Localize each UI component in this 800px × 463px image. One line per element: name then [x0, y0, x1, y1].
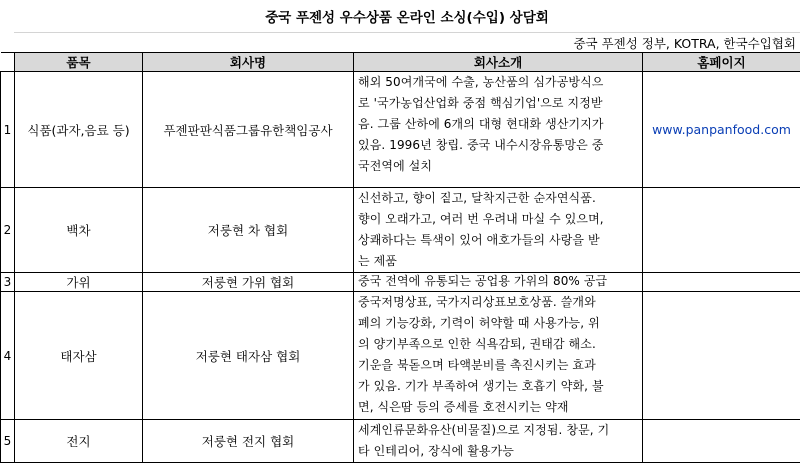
row-number: 3 [1, 273, 15, 292]
intro-line: 중국저명상표, 국가지리상표보호상품. 쓸개와 [358, 292, 638, 313]
intro-line: 기운을 북돋으며 타액분비를 촉진시키는 효과 [358, 355, 638, 376]
header-row [1, 53, 800, 72]
homepage-cell [643, 292, 800, 420]
header-item: 품목 [15, 53, 143, 72]
table-row [1, 273, 800, 292]
row-number: 4 [1, 292, 15, 420]
intro-line: 국전역에 설치 [358, 156, 638, 177]
item-cell: 백차 [15, 188, 143, 273]
organizers-text: 중국 푸젠성 정부, KOTRA, 한국수입협회 [14, 32, 800, 52]
item-cell: 가위 [15, 273, 143, 292]
intro-line: 타 인테리어, 장식에 활용가능 [358, 441, 638, 462]
company-table [0, 52, 800, 463]
intro-line: 세계인류문화유산(비물질)으로 지정됨. 창문, 기 [358, 420, 638, 441]
table-row [1, 188, 800, 273]
intro-line: 중국 전역에 유통되는 공업용 가위의 80% 공급 [358, 273, 638, 289]
intro-line: 로 '국가농업산업화 중점 핵심기업'으로 지정받 [358, 93, 638, 114]
company-cell: 저룽현 가위 협회 [143, 273, 354, 292]
homepage-cell [643, 72, 800, 188]
intro-line: 상쾌하다는 특색이 있어 애호가들의 사랑을 받 [358, 230, 638, 251]
intro-line: 는 제품 [358, 251, 638, 272]
row-number: 1 [1, 72, 15, 188]
intro-line: 폐의 기능강화, 기력이 허약할 때 사용가능, 위 [358, 313, 638, 334]
table-row [1, 72, 800, 188]
homepage-cell [643, 273, 800, 292]
intro-cell [354, 188, 643, 273]
table-row [1, 292, 800, 420]
document-title: 중국 푸젠성 우수상품 온라인 소싱(수입) 상담회 [14, 0, 800, 32]
item-cell: 태자삼 [15, 292, 143, 420]
intro-cell [354, 273, 643, 292]
row-number-header [1, 53, 15, 72]
intro-line: 있음. 1996년 창립. 중국 내수시장유통망은 중 [358, 135, 638, 156]
homepage-cell [643, 420, 800, 463]
intro-line: 가 있음. 기가 부족하여 생기는 호흡기 약화, 불 [358, 376, 638, 397]
company-cell: 푸젠판판식품그룹유한책임공사 [143, 72, 354, 188]
homepage-cell [643, 188, 800, 273]
header-intro: 회사소개 [354, 53, 643, 72]
item-cell: 식품(과자,음료 등) [15, 72, 143, 188]
intro-line: 향이 오래가고, 여러 번 우려내 마실 수 있으며, [358, 209, 638, 230]
table-row [1, 420, 800, 463]
row-number: 5 [1, 420, 15, 463]
homepage-link[interactable]: www.panpanfood.com [652, 122, 791, 137]
intro-cell [354, 72, 643, 188]
intro-line: 음. 그룹 산하에 6개의 대형 현대화 생산기지가 [358, 114, 638, 135]
row-number: 2 [1, 188, 15, 273]
intro-line: 신선하고, 향이 짙고, 달착지근한 순자연식품. [358, 188, 638, 209]
company-cell: 저룽현 태자삼 협회 [143, 292, 354, 420]
item-cell: 전지 [15, 420, 143, 463]
company-cell: 저룽현 차 협회 [143, 188, 354, 273]
header-homepage: 홈페이지 [643, 53, 800, 72]
company-cell: 저룽현 전지 협회 [143, 420, 354, 463]
header-company: 회사명 [143, 53, 354, 72]
intro-line: 해외 50여개국에 수출, 농산품의 심가공방식으 [358, 72, 638, 93]
intro-cell [354, 420, 643, 463]
intro-line: 면, 식은땀 등의 증세를 호전시키는 약재 [358, 397, 638, 418]
intro-cell [354, 292, 643, 420]
intro-line: 의 양기부족으로 인한 식욕감퇴, 권태감 해소. [358, 334, 638, 355]
